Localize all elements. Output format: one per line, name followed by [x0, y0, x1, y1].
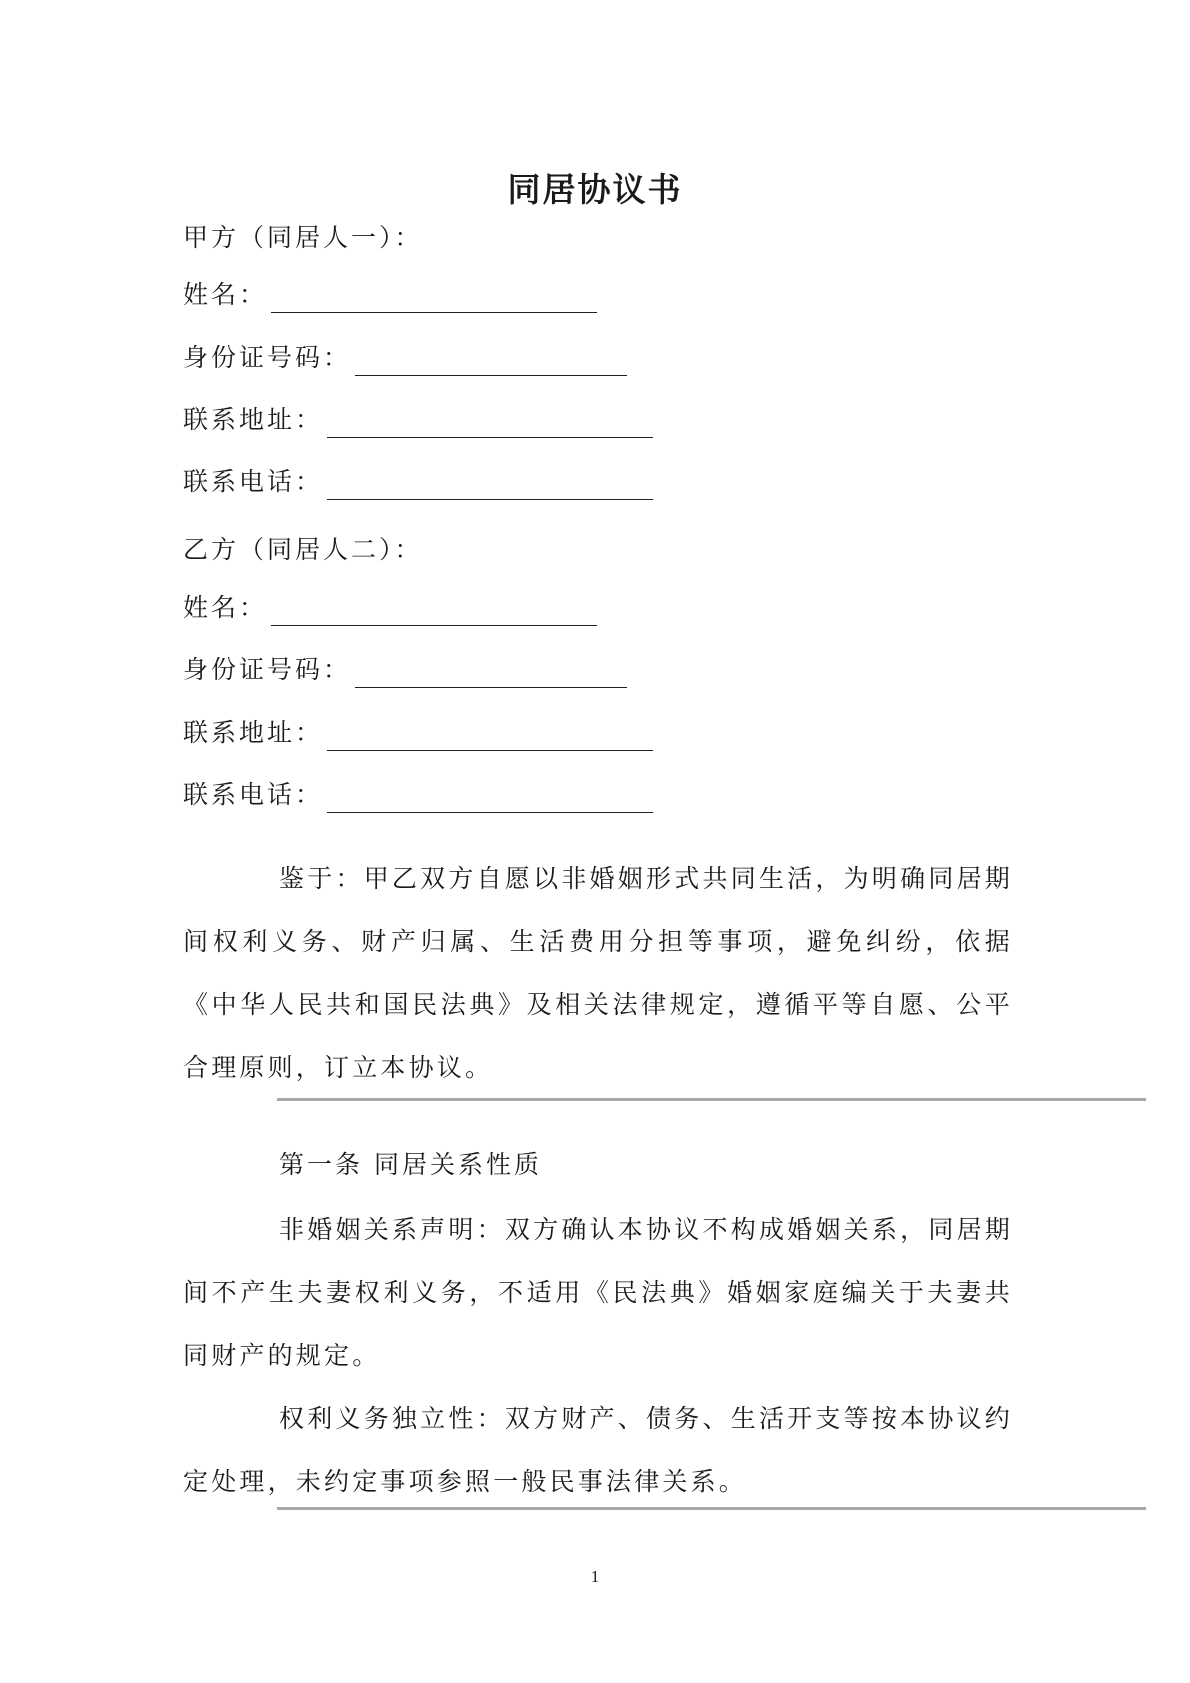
party-a-address-field — [183, 402, 653, 438]
party-b-heading: 乙方（同居人二）： — [183, 535, 423, 564]
document-title: 同居协议书 — [507, 170, 683, 209]
party-b-phone-field — [183, 777, 653, 813]
party-b-name-field — [183, 590, 597, 626]
party-b-id-label: 身份证号码： — [183, 655, 352, 684]
party-b-phone-blank[interactable] — [327, 786, 653, 813]
party-b-address-label: 联系地址： — [183, 718, 324, 747]
party-b-id-field — [183, 652, 627, 688]
party-b-phone-label: 联系电话： — [183, 780, 324, 809]
page-number: 1 — [590, 1567, 600, 1586]
party-a-address-blank[interactable] — [327, 411, 653, 438]
preamble-paragraph: 鉴于：甲乙双方自愿以非婚姻形式共同生活，为明确同居期间权利义务、财产归属、生活费用分担等事项，避免纠纷，依据《中华人民共和国民法典》及相关法律规定，遵循平等自愿、公平合理原则，订立本协议。 — [183, 864, 1013, 1082]
party-b-id-blank[interactable] — [355, 661, 627, 688]
party-b-address-field — [183, 715, 653, 751]
party-a-id-blank[interactable] — [355, 349, 627, 376]
party-a-name-field — [183, 277, 597, 313]
party-a-id-label: 身份证号码： — [183, 343, 352, 372]
party-a-name-blank[interactable] — [271, 286, 597, 313]
article-1-paragraph-2: 权利义务独立性：双方财产、债务、生活开支等按本协议约定处理，未约定事项参照一般民事法律关系。 — [183, 1404, 1013, 1496]
party-a-address-label: 联系地址： — [183, 405, 324, 434]
party-a-name-label: 姓名： — [183, 280, 268, 309]
party-b-name-label: 姓名： — [183, 593, 268, 622]
section-divider — [277, 1098, 1146, 1101]
article-1-heading: 第一条 同居关系性质 — [279, 1150, 542, 1179]
party-a-id-field — [183, 340, 627, 376]
article-1-paragraph-1: 非婚姻关系声明：双方确认本协议不构成婚姻关系，同居期间不产生夫妻权利义务，不适用《民法典》婚姻家庭编关于夫妻共同财产的规定。 — [183, 1215, 1013, 1370]
party-a-phone-blank[interactable] — [327, 473, 653, 500]
party-b-address-blank[interactable] — [327, 724, 653, 751]
party-a-phone-field — [183, 464, 653, 500]
section-divider — [277, 1507, 1146, 1510]
party-b-name-blank[interactable] — [271, 599, 597, 626]
party-a-phone-label: 联系电话： — [183, 467, 324, 496]
party-a-heading: 甲方（同居人一）： — [183, 223, 423, 252]
